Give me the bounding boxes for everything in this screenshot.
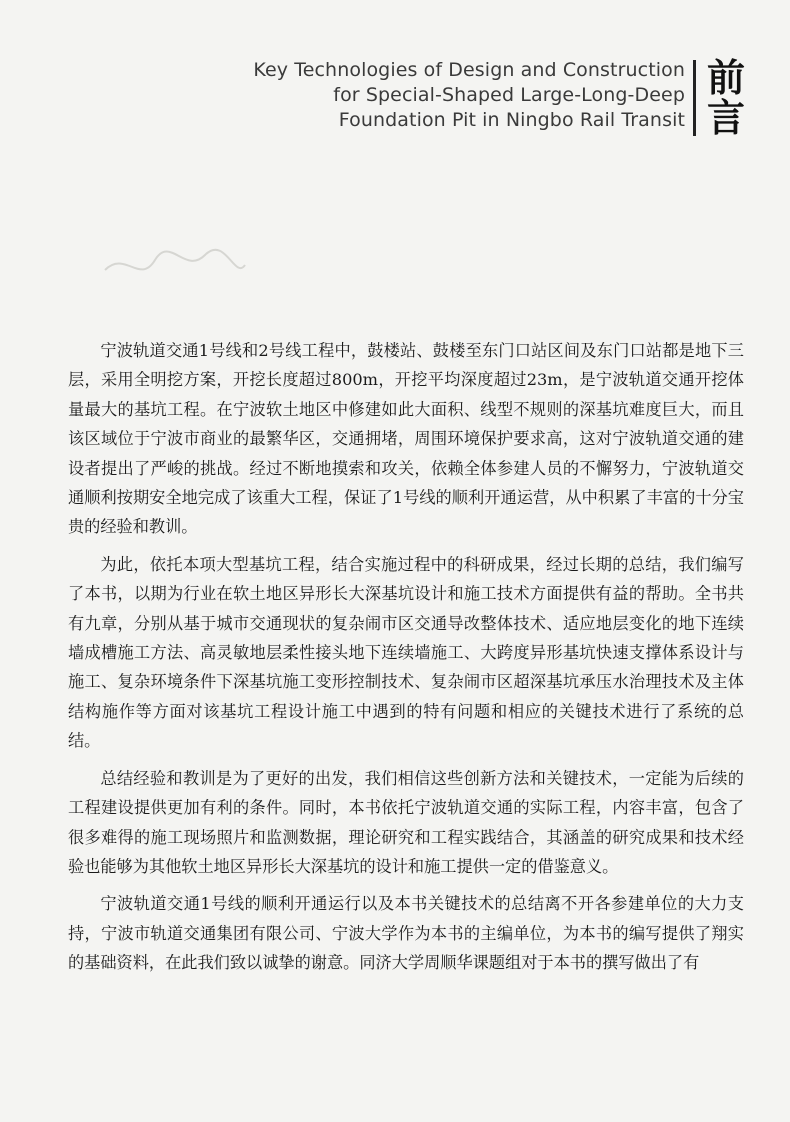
chapter-title: [704, 58, 748, 138]
chapter-title-char: 言: [706, 96, 745, 140]
chapter-title-char: 前: [706, 56, 745, 100]
show-through-mark: [95, 230, 255, 300]
title-divider: [693, 60, 696, 136]
paragraph: 宁波轨道交通1号线的顺利开通运行以及本书关键技术的总结离不开各参建单位的大力支持，宁波市轨道交通集团有限公司、宁波大学作为本书的主编单位，为本书的编写提供了翔实的基础资料，在此我们致以诚挚的谢意。同济大学周顺华课题组对于本书的撰写做出了有: [68, 894, 744, 973]
paragraph: 为此，依托本项大型基坑工程，结合实施过程中的科研成果，经过长期的总结，我们编写了本书，以期为行业在软土地区异形长大深基坑设计和施工技术方面提供有益的帮助。全书共有九章，分别从基于城市交通现状的复杂闹市区交通导改整体技术、适应地层变化的地下连续墙成槽施工方法、高灵敏地层柔性接头地下连续墙施工、大跨度异形基坑快速支撑体系设计与施工、复杂环境条件下深基坑施工变形控制技术、复杂闹市区超深基坑承压水治理技术及主体结构施作等方面对该基坑工程设计施工中遇到的特有问题和相应的关键技术进行了系统的总结。: [68, 554, 744, 751]
paragraph: 总结经验和教训是为了更好的出发，我们相信这些创新方法和关键技术，一定能为后续的工程建设提供更加有利的条件。同时，本书依托宁波轨道交通的实际工程，内容丰富，包含了很多难得的施工现场照片和监测数据，理论研究和工程实践结合，其涵盖的研究成果和技术经验也能够为其他软土地区异形长大深基坑的设计和施工提供一定的借鉴意义。: [68, 768, 744, 876]
preface-body: [68, 336, 744, 986]
page-header: [253, 58, 748, 138]
english-title-line: Foundation Pit in Ningbo Rail Transit: [338, 109, 685, 131]
english-title-line: for Special-Shaped Large-Long-Deep: [333, 84, 685, 106]
paragraph: 宁波轨道交通1号线和2号线工程中，鼓楼站、鼓楼至东门口站区间及东门口站都是地下三层，采用全明挖方案，开挖长度超过800m，开挖平均深度超过23m，是宁波轨道交通开挖体量最大的基坑工程。在宁波软土地区中修建如此大面积、线型不规则的深基坑难度巨大，而且该区域位于宁波市商业的最繁华区，交通拥堵，周围环境保护要求高，这对宁波轨道交通的建设者提出了严峻的挑战。经过不断地摸索和攻关，依赖全体参建人员的不懈努力，宁波轨道交通顺利按期安全地完成了该重大工程，保证了1号线的顺利开通运营，从中积累了丰富的十分宝贵的经验和教训。: [68, 341, 744, 537]
english-title-line: Key Technologies of Design and Construction: [253, 59, 685, 81]
english-title: [253, 58, 685, 133]
